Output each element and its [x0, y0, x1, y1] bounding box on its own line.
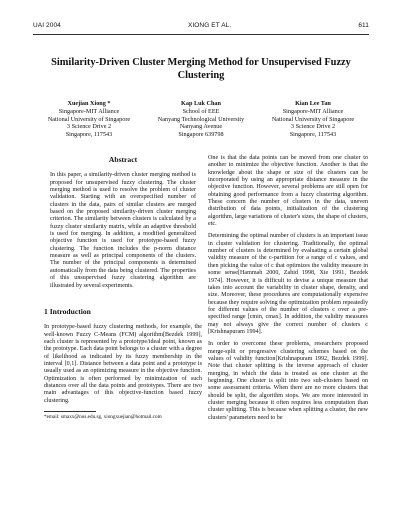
- running-head-authors: XIONG ET AL.: [187, 22, 232, 29]
- author-address: Nanyang Avenue: [179, 123, 223, 131]
- author-block: [33, 100, 369, 139]
- author-address: 3 Science Drive 2: [290, 123, 336, 131]
- author-name: Xuejian Xiong *: [67, 100, 111, 107]
- running-head-venue: UAI 2004: [33, 22, 61, 29]
- author-name: Kian Lee Tan: [295, 100, 331, 107]
- author-3: [257, 100, 369, 139]
- footnote-rule: [44, 411, 96, 412]
- author-affiliation: Singapore-MIT Alliance: [282, 107, 344, 115]
- author-2: [145, 100, 257, 139]
- running-head: [33, 22, 369, 29]
- author-address: Singapore, 117543: [65, 131, 113, 139]
- header-rule: [33, 34, 369, 35]
- author-address: 3 Science Drive 2: [66, 123, 112, 131]
- body-paragraph: In order to overcome these problems, researchers proposed merge-split or progressive clustering schemes based on the values of validity function[Krishnapuram 1992, Bezdek 1999]. Note that cluster splitting is the inverse approach of cluster merging, in which the data is treated as one cluster at the beginning. One cluster is split into two sub-clusters based on some assessment criteria. When there are no more clusters that should be split, the algorithm stops. We are more interested in cluster merging because it often requires less computation than cluster splitting. This is because when splitting a cluster, the new clusters' parameters need to be: [208, 341, 368, 421]
- body-paragraph: One is that the data points can be moved from one cluster to another to minimize the objective function. Another is that the knowledge about the shape or size of the clusters can be incorporated by using an appropriate distance measure in the objective function. However, several problems are still open for obtaining good performance from a fuzzy clustering algorithm. These concern the number of clusters in the data, uneven distribution of data points, initialization of the clustering algorithm, large variations of cluster's sizes, the shape of clusters, etc.: [208, 155, 368, 228]
- abstract-text: In this paper, a similarity-driven cluster merging method is proposed for unsupervised fuzzy clustering. The cluster merging method is used to resolve the problem of cluster validation. Starting with an overspecified number of clusters in the data, pairs of similar clusters are merged based on the proposed similarity-driven cluster merging criterion. The similarity between clusters is calculated by a fuzzy cluster similarity matrix, while an adaptive threshold is used for merging. In addition, a modified generalized objective function is used for prototype-based fuzzy clustering. The function includes the p-norm distance measure as well as principal components of the clusters. The number of the principal components is determined automatically from the data being clustered. The properties of this unsupervised fuzzy clustering algorithm are illustrated by several experiments.: [50, 172, 196, 289]
- introduction-paragraph: In prototype-based fuzzy clustering methods, for example, the well-known Fuzzy C-Means (FCM) algorithm[Bezdek 1999], each cluster is represented by a prototype/ideal point, known as the prototype. Each data point belongs to a cluster with a degree of likelihood as indicated by its fuzzy membership in the interval [0,1]. Distance between a data point and a prototype is usually used as an optimizing measure in the objective function. Optimization is often performed by minimization of such distances over all the data points and prototypes. There are two main advantages of this objective-function based fuzzy clustering.: [44, 324, 202, 404]
- email-footnote: *email: smaxx@nus.edu.sg, xiongxuejian@hotmail.com: [44, 413, 162, 420]
- author-affiliation: National University of Singapore: [271, 115, 355, 123]
- author-affiliation: National University of Singapore: [47, 115, 131, 123]
- body-paragraph: Determining the optimal number of clusters is an important issue in cluster validation for clustering. Traditionally, the optimal number of clusters is determined by evaluating a certain global validity measure of the c-partition for a range of c values, and then picking the value of c that optimizes the validity measure in some sense[Hammah 2000, Zahid 1998, Xie 1991, Bezdek 1974]. However, it is difficult to devise a unique measure that takes into account the variability in cluster shape, density, and size. Moreover, these procedures are computationally expensive because they require solving the optimization problem repeatedly for different values of the number of clusters c over a pre-specified range [cmin, cmax]. In addition, the validity measures may not always give the correct number of clusters c [Krishnapuram 1994].: [208, 233, 368, 335]
- left-column: [44, 150, 202, 420]
- paper-title: Similarity-Driven Cluster Merging Method for Unsupervised Fuzzy Clustering: [51, 57, 351, 81]
- author-affiliation: Nanyang Technological University: [157, 115, 245, 123]
- author-affiliation: Singapore-MIT Alliance: [58, 107, 120, 115]
- author-address: Singapore 639798: [178, 131, 224, 139]
- author-affiliation: School of EEE: [182, 107, 220, 115]
- introduction-heading: 1 Introduction: [44, 306, 91, 316]
- right-column: [208, 155, 368, 427]
- author-address: Singapore, 117543: [289, 131, 337, 139]
- author-name: Kap Luk Chan: [181, 100, 221, 107]
- author-1: [33, 100, 145, 139]
- page-number: 611: [358, 22, 369, 29]
- abstract-heading: Abstract: [108, 155, 138, 164]
